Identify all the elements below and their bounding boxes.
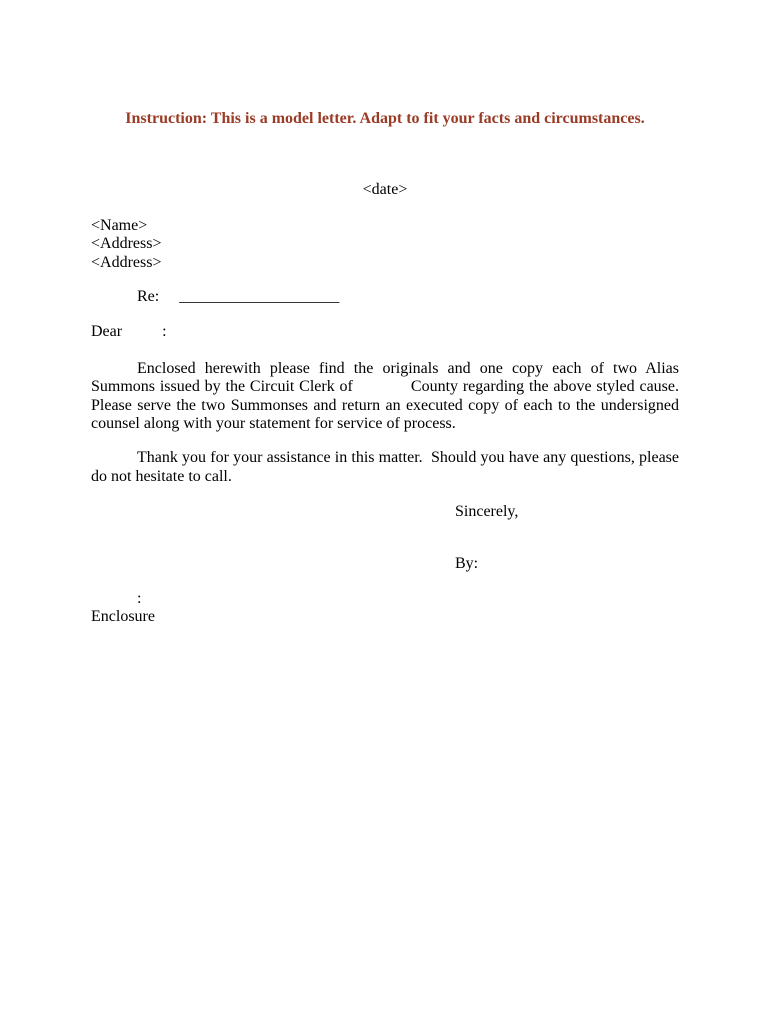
attorney-colon-line: : (137, 589, 142, 607)
body-paragraph-2: Thank you for your assistance in this matter. Should you have any questions, please do not hesitate to call. (91, 449, 683, 485)
date-placeholder: <date> (362, 181, 408, 199)
closing-sincerely: Sincerely, (455, 503, 519, 521)
recipient-address-1: <Address> (91, 235, 162, 253)
recipient-block (91, 217, 679, 272)
recipient-address-2: <Address> (91, 253, 162, 271)
recipient-name: <Name> (91, 216, 148, 234)
signature-by-label: By: (455, 555, 479, 573)
enclosure-notation: Enclosure (91, 608, 155, 626)
re-reference-line: Re: ____________________ (137, 287, 340, 305)
salutation-line: Dear : (91, 323, 167, 341)
body-paragraph-1: Enclosed herewith please find the originals and one copy each of two Alias Summons issued by the Circuit Clerk of County regarding the above styled cause. Please serve the two Summonses and return an executed copy of each to the undersigned counsel along with your statement for service of process. (91, 359, 687, 432)
instruction-line: Instruction: This is a model letter. Adapt to fit your facts and circumstances. (125, 110, 645, 127)
